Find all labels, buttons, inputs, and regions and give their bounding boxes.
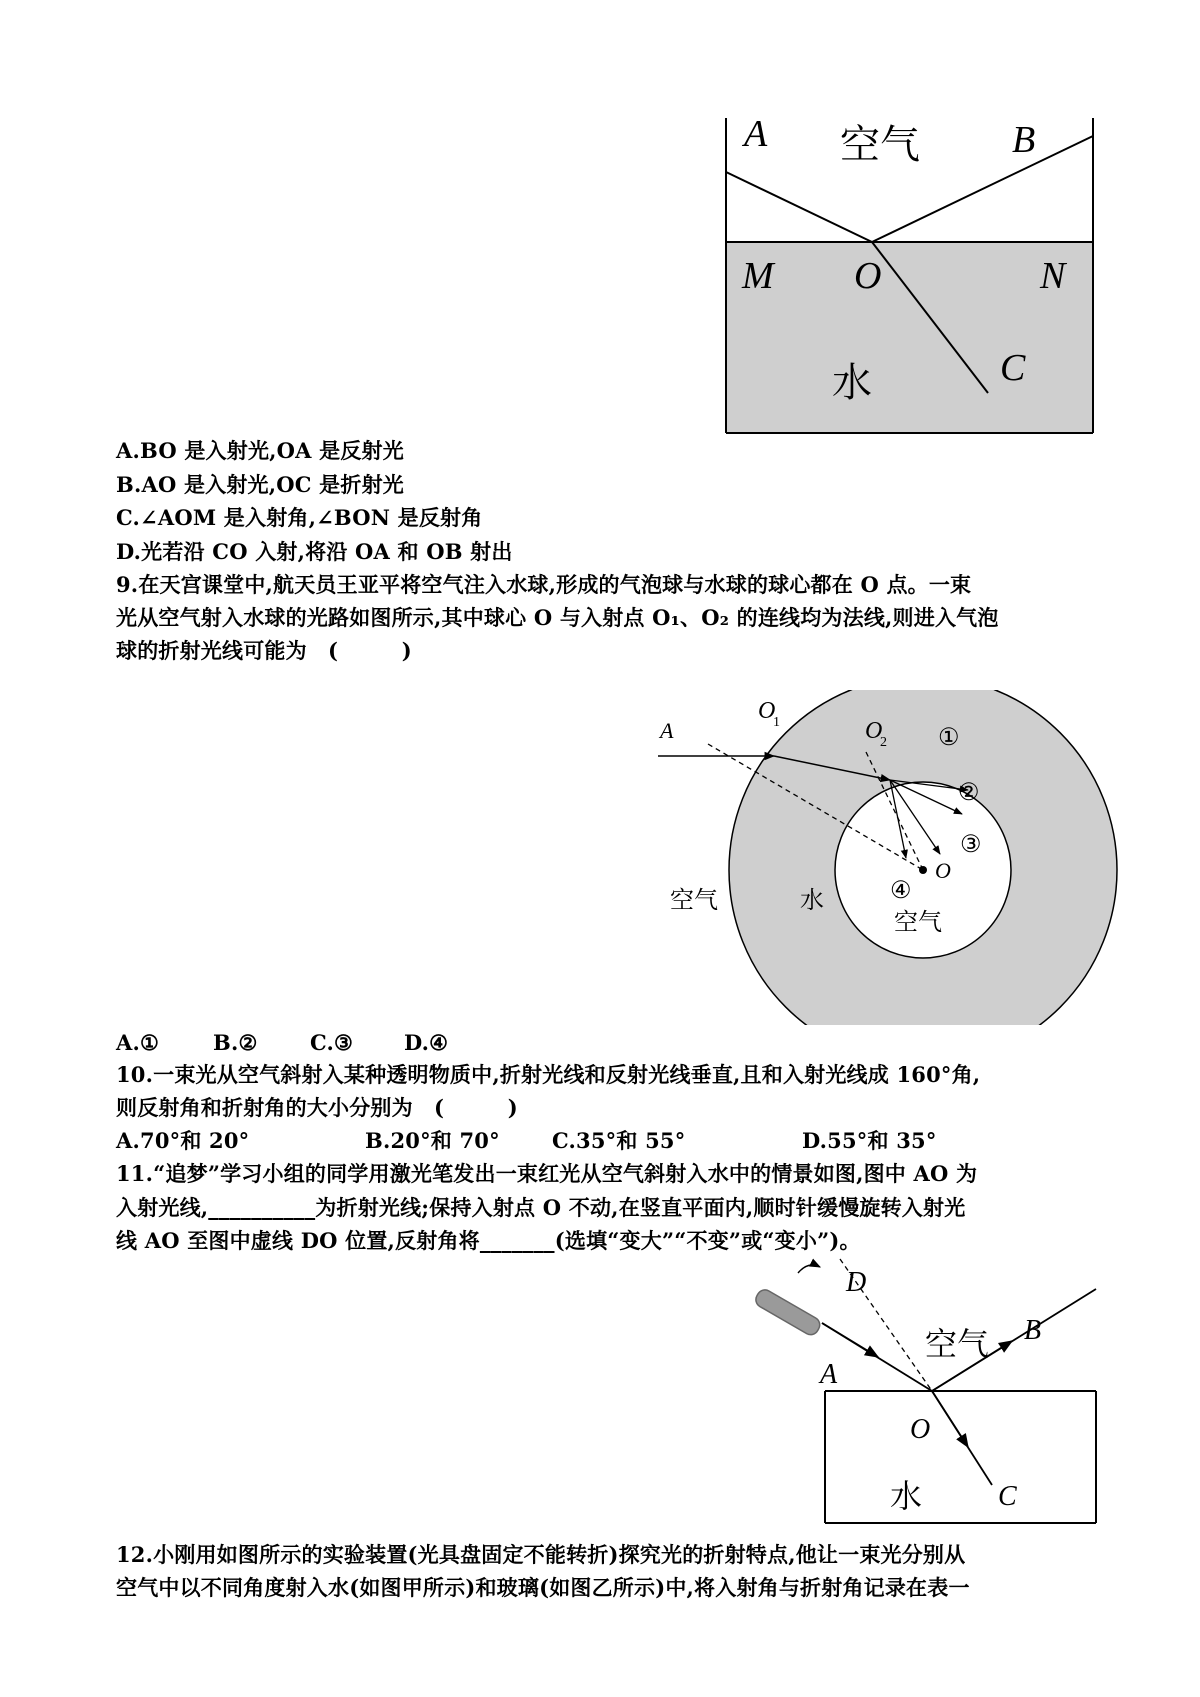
q10-option-d: D.55°和 35° (802, 1128, 937, 1153)
q11-stem-line-1: 11.“追梦”学习小组的同学用激光笔发出一束红光从空气斜射入水中的情景如图,图中 AO 为 (116, 1161, 978, 1186)
q10-stem-line-2: 则反射角和折射角的大小分别为 ( ) (116, 1095, 518, 1120)
q10-option-c: C.35°和 55° (552, 1128, 686, 1153)
q12-stem-line-1: 12.小刚用如图所示的实验装置(光具盘固定不能转折)探究光的折射特点,他让一束光分别从 (116, 1542, 966, 1567)
label-c: C (1000, 347, 1026, 389)
water-region (726, 242, 1093, 433)
laser-pen-icon (753, 1287, 823, 1338)
label-d: D (846, 1267, 867, 1298)
label-air: 空气 (925, 1326, 990, 1362)
label-a: A (660, 718, 674, 743)
q9-stem-line-1: 9.在天宫课堂中,航天员王亚平将空气注入水球,形成的气泡球与水球的球心都在 O 点。一束 (116, 572, 972, 597)
label-o1: O (758, 698, 776, 724)
q9-stem-line-3: 球的折射光线可能为 ( ) (116, 638, 412, 663)
label-ray-2: ② (958, 780, 980, 806)
label-o: O (854, 255, 882, 297)
q9-option-c: C.③ (310, 1030, 354, 1055)
label-ray-1: ① (938, 725, 960, 751)
q8-option-c: C.∠AOM 是入射角,∠BON 是反射角 (116, 505, 483, 530)
label-a: A (820, 1359, 838, 1390)
label-air-outer: 空气 (670, 888, 718, 914)
label-o: O (910, 1414, 931, 1445)
label-ray-3: ③ (960, 832, 982, 858)
label-o2: O (865, 718, 883, 744)
label-water: 水 (832, 360, 872, 405)
label-o2-sub: 2 (880, 735, 887, 750)
label-ray-4: ④ (890, 878, 912, 904)
figure-reflection-refraction (720, 118, 1100, 438)
q8-option-d: D.光若沿 CO 入射,将沿 OA 和 OB 射出 (116, 539, 513, 564)
center-o (919, 866, 927, 874)
q9-option-d: D.④ (404, 1030, 449, 1055)
q8-option-a: A.BO 是入射光,OA 是反射光 (116, 438, 404, 463)
figure-laser-into-water (750, 1255, 1110, 1530)
q8-option-b: B.AO 是入射光,OC 是折射光 (116, 472, 404, 497)
q10-option-a: A.70°和 20° (116, 1128, 250, 1153)
label-c: C (998, 1481, 1017, 1512)
q9-option-a: A.① (116, 1030, 160, 1055)
label-a: A (744, 118, 768, 155)
label-water: 水 (800, 888, 824, 914)
label-o1-sub: 1 (773, 715, 780, 730)
ray-ao (726, 172, 872, 242)
q11-stem-line-3: 线 AO 至图中虚线 DO 位置,反射角将_______(选填“变大”“不变”或“变小”)。 (116, 1228, 861, 1253)
q11-stem-line-2: 入射光线,__________为折射光线;保持入射点 O 不动,在竖直平面内,顺时针缓慢旋转入射光 (116, 1195, 966, 1220)
q9-stem-line-2: 光从空气射入水球的光路如图所示,其中球心 O 与入射点 O₁、O₂ 的连线均为法线,则进入气泡 (116, 605, 999, 630)
label-water: 水 (890, 1478, 923, 1514)
label-b: B (1024, 1315, 1042, 1346)
figure-bubble-in-water-ball (650, 690, 1120, 1025)
label-n: N (1040, 255, 1066, 297)
label-air-inner: 空气 (894, 910, 942, 936)
rotate-arrow-icon (798, 1265, 820, 1273)
label-b: B (1012, 119, 1036, 161)
q10-option-b: B.20°和 70° (365, 1128, 500, 1153)
q12-stem-line-2: 空气中以不同角度射入水(如图甲所示)和玻璃(如图乙所示)中,将入射角与折射角记录在表一 (116, 1575, 970, 1600)
q9-option-b: B.② (213, 1030, 258, 1055)
label-m: M (742, 255, 774, 297)
label-o: O (935, 858, 951, 883)
label-air: 空气 (840, 122, 920, 167)
q10-stem-line-1: 10.一束光从空气斜射入某种透明物质中,折射光线和反射光线垂直,且和入射光线成 160°角, (116, 1062, 981, 1087)
